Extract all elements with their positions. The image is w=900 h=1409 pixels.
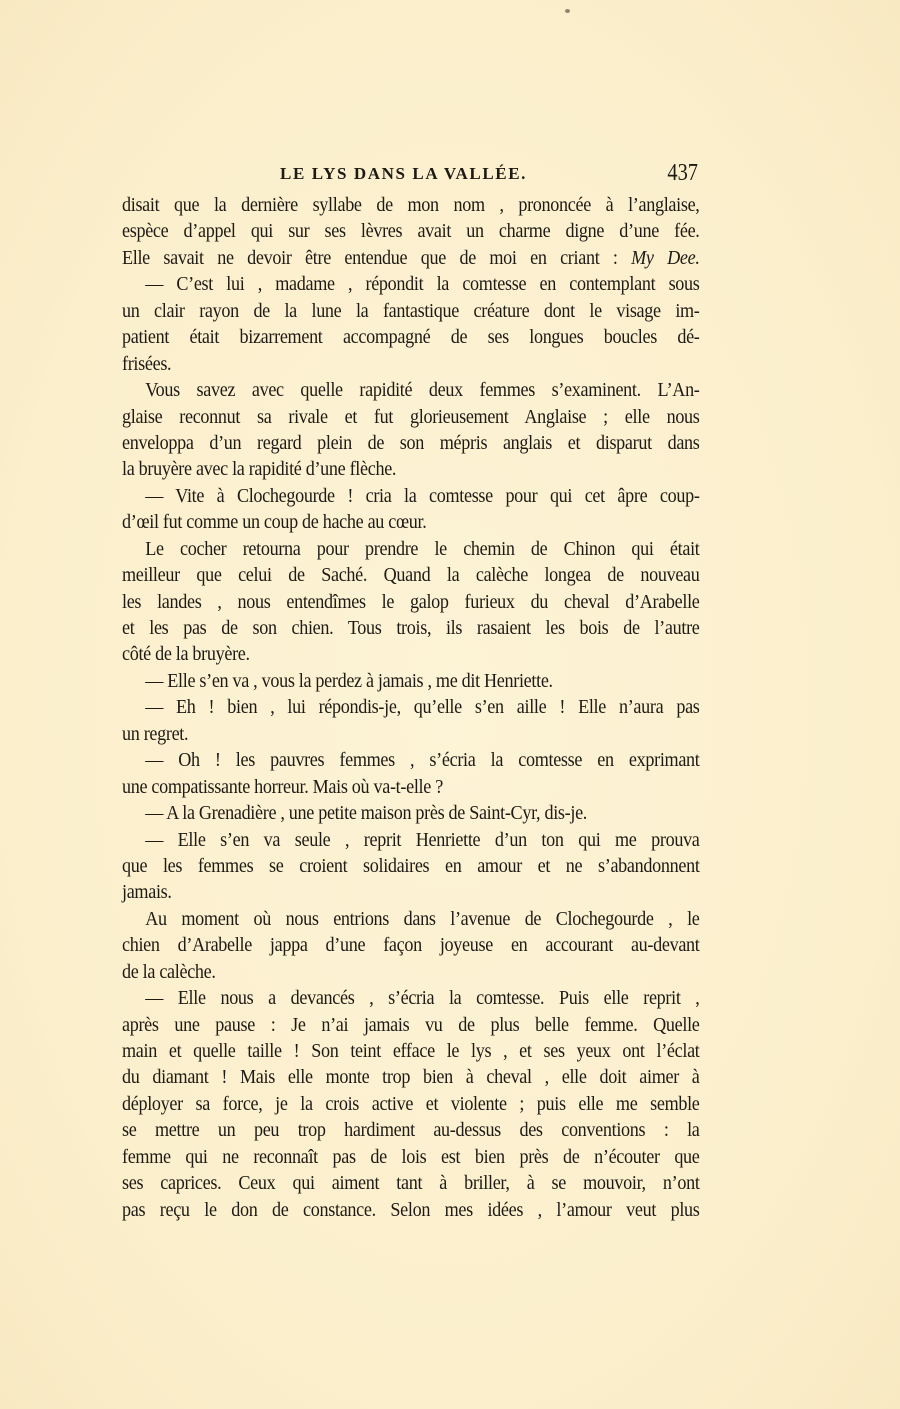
text-line — [122, 219, 700, 245]
text-line — [122, 299, 700, 325]
text-line — [122, 405, 700, 431]
line-text: — Vite à Clochegourde ! cria la comtesse pour qui cet âpre coup- — [145, 485, 700, 507]
line-text: une compatissante horreur. Mais où va-t-elle ? — [122, 776, 443, 798]
line-text: — Elle nous a devancés , s’écria la comtesse. Puis elle reprit , — [145, 988, 700, 1010]
line-text: se mettre un peu trop hardiment au-dessus des conventions : la — [122, 1120, 700, 1142]
line-text: — C’est lui , madame , répondit la comtesse en contemplant sous — [145, 274, 700, 296]
text-line — [122, 1065, 700, 1091]
text-line — [122, 563, 700, 589]
text-line — [122, 960, 700, 986]
line-text: Au moment où nous entrions dans l’avenue de Clochegourde , le — [145, 908, 700, 930]
text-line — [122, 642, 700, 668]
text-line — [122, 695, 700, 721]
line-text: la bruyère avec la rapidité d’une flèche. — [122, 459, 397, 481]
line-text: espèce d’appel qui sur ses lèvres avait un charme digne d’une fée. — [122, 221, 700, 243]
line-text: que les femmes se croient solidaires en amour et ne s’abandonnent — [122, 855, 700, 877]
line-text: disait que la dernière syllabe de mon nom , prononcée à l’anglaise, — [122, 195, 700, 216]
line-text: de la calèche. — [122, 961, 216, 983]
line-text: déployer sa force, je la crois active et violente ; puis elle me semble — [122, 1093, 700, 1115]
text-line — [122, 484, 700, 510]
text-line — [122, 933, 700, 959]
line-text: les landes , nous entendîmes le galop furieux du cheval d’Arabelle — [122, 591, 700, 613]
line-text: jamais. — [122, 882, 172, 904]
line-text: — A la Grenadière , une petite maison près de Saint-Cyr, dis-je. — [145, 803, 588, 825]
text-line — [122, 325, 700, 351]
line-text: — Eh ! bien , lui répondis-je, qu’elle s’en aille ! Elle n’aura pas — [145, 697, 700, 719]
text-line — [122, 510, 700, 536]
body-text — [122, 193, 700, 1224]
line-text: du diamant ! Mais elle monte trop bien à cheval , elle doit aimer à — [122, 1067, 700, 1089]
line-text: meilleur que celui de Saché. Quand la calèche longea de nouveau — [122, 565, 700, 587]
text-line — [122, 272, 700, 298]
page-number: 437 — [667, 160, 698, 186]
text-line — [122, 246, 700, 272]
line-text: chien d’Arabelle jappa d’une façon joyeuse en accourant au-devant — [122, 935, 700, 957]
paper-speck — [565, 9, 570, 13]
text-line — [122, 669, 700, 695]
text-line — [122, 1092, 700, 1118]
line-text: patient était bizarrement accompagné de ses longues boucles dé- — [122, 327, 700, 349]
line-text: — Oh ! les pauvres femmes , s’écria la comtesse en exprimant — [145, 750, 700, 772]
text-line — [122, 1013, 700, 1039]
running-title: LE LYS DANS LA VALLÉE. — [280, 164, 528, 183]
line-text: — Elle s’en va , vous la perdez à jamais , me dit Henriette. — [145, 670, 553, 692]
text-line — [122, 537, 700, 563]
text-line — [122, 880, 700, 906]
line-text: et les pas de son chien. Tous trois, ils rasaient les bois de l’autre — [122, 618, 700, 639]
line-text: côté de la bruyère. — [122, 644, 250, 666]
line-text: enveloppa d’un regard plein de son mépris anglais et disparut dans — [122, 432, 700, 454]
text-line — [122, 722, 700, 748]
text-line — [122, 986, 700, 1012]
text-line — [122, 352, 700, 378]
text-line — [122, 1198, 700, 1224]
line-text: Le cocher retourna pour prendre le chemin de Chinon qui était — [145, 538, 700, 560]
text-line — [122, 616, 700, 642]
text-line — [122, 907, 700, 933]
line-text: un clair rayon de la lune la fantastique créature dont le visage im- — [122, 300, 700, 322]
text-line — [122, 748, 700, 774]
line-text: frisées. — [122, 353, 172, 375]
text-line — [122, 775, 700, 801]
line-text: glaise reconnut sa rivale et fut glorieusement Anglaise ; elle nous — [122, 406, 700, 428]
line-text: ses caprices. Ceux qui aiment tant à briller, à se mouvoir, n’ont — [122, 1173, 700, 1195]
italic-text: My Dee. — [631, 247, 700, 269]
text-line — [122, 431, 700, 457]
line-text: femme qui ne reconnaît pas de lois est bien près de n’écouter que — [122, 1146, 700, 1168]
text-line — [122, 378, 700, 404]
text-line — [122, 457, 700, 483]
text-line — [122, 801, 700, 827]
line-text: pas reçu le don de constance. Selon mes idées , l’amour veut plus — [122, 1199, 700, 1221]
line-text: main et quelle taille ! Son teint efface le lys , et ses yeux ont l’éclat — [122, 1041, 700, 1062]
line-text: un regret. — [122, 723, 189, 745]
line-text: d’œil fut comme un coup de hache au cœur. — [122, 512, 427, 534]
text-line — [122, 193, 700, 219]
line-text: Elle savait ne devoir être entendue que de moi en criant : — [122, 247, 632, 269]
text-line — [122, 854, 700, 880]
text-line — [122, 828, 700, 854]
text-line — [122, 1039, 700, 1065]
line-text: après une pause : Je n’ai jamais vu de plus belle femme. Quelle — [122, 1014, 700, 1036]
line-text: — Elle s’en va seule , reprit Henriette d’un ton qui me prouva — [145, 829, 700, 851]
text-line — [122, 1145, 700, 1171]
running-header — [120, 160, 700, 190]
text-line — [122, 1118, 700, 1144]
text-line — [122, 1171, 700, 1197]
text-line — [122, 590, 700, 616]
line-text: Vous savez avec quelle rapidité deux femmes s’examinent. L’An- — [145, 380, 700, 402]
